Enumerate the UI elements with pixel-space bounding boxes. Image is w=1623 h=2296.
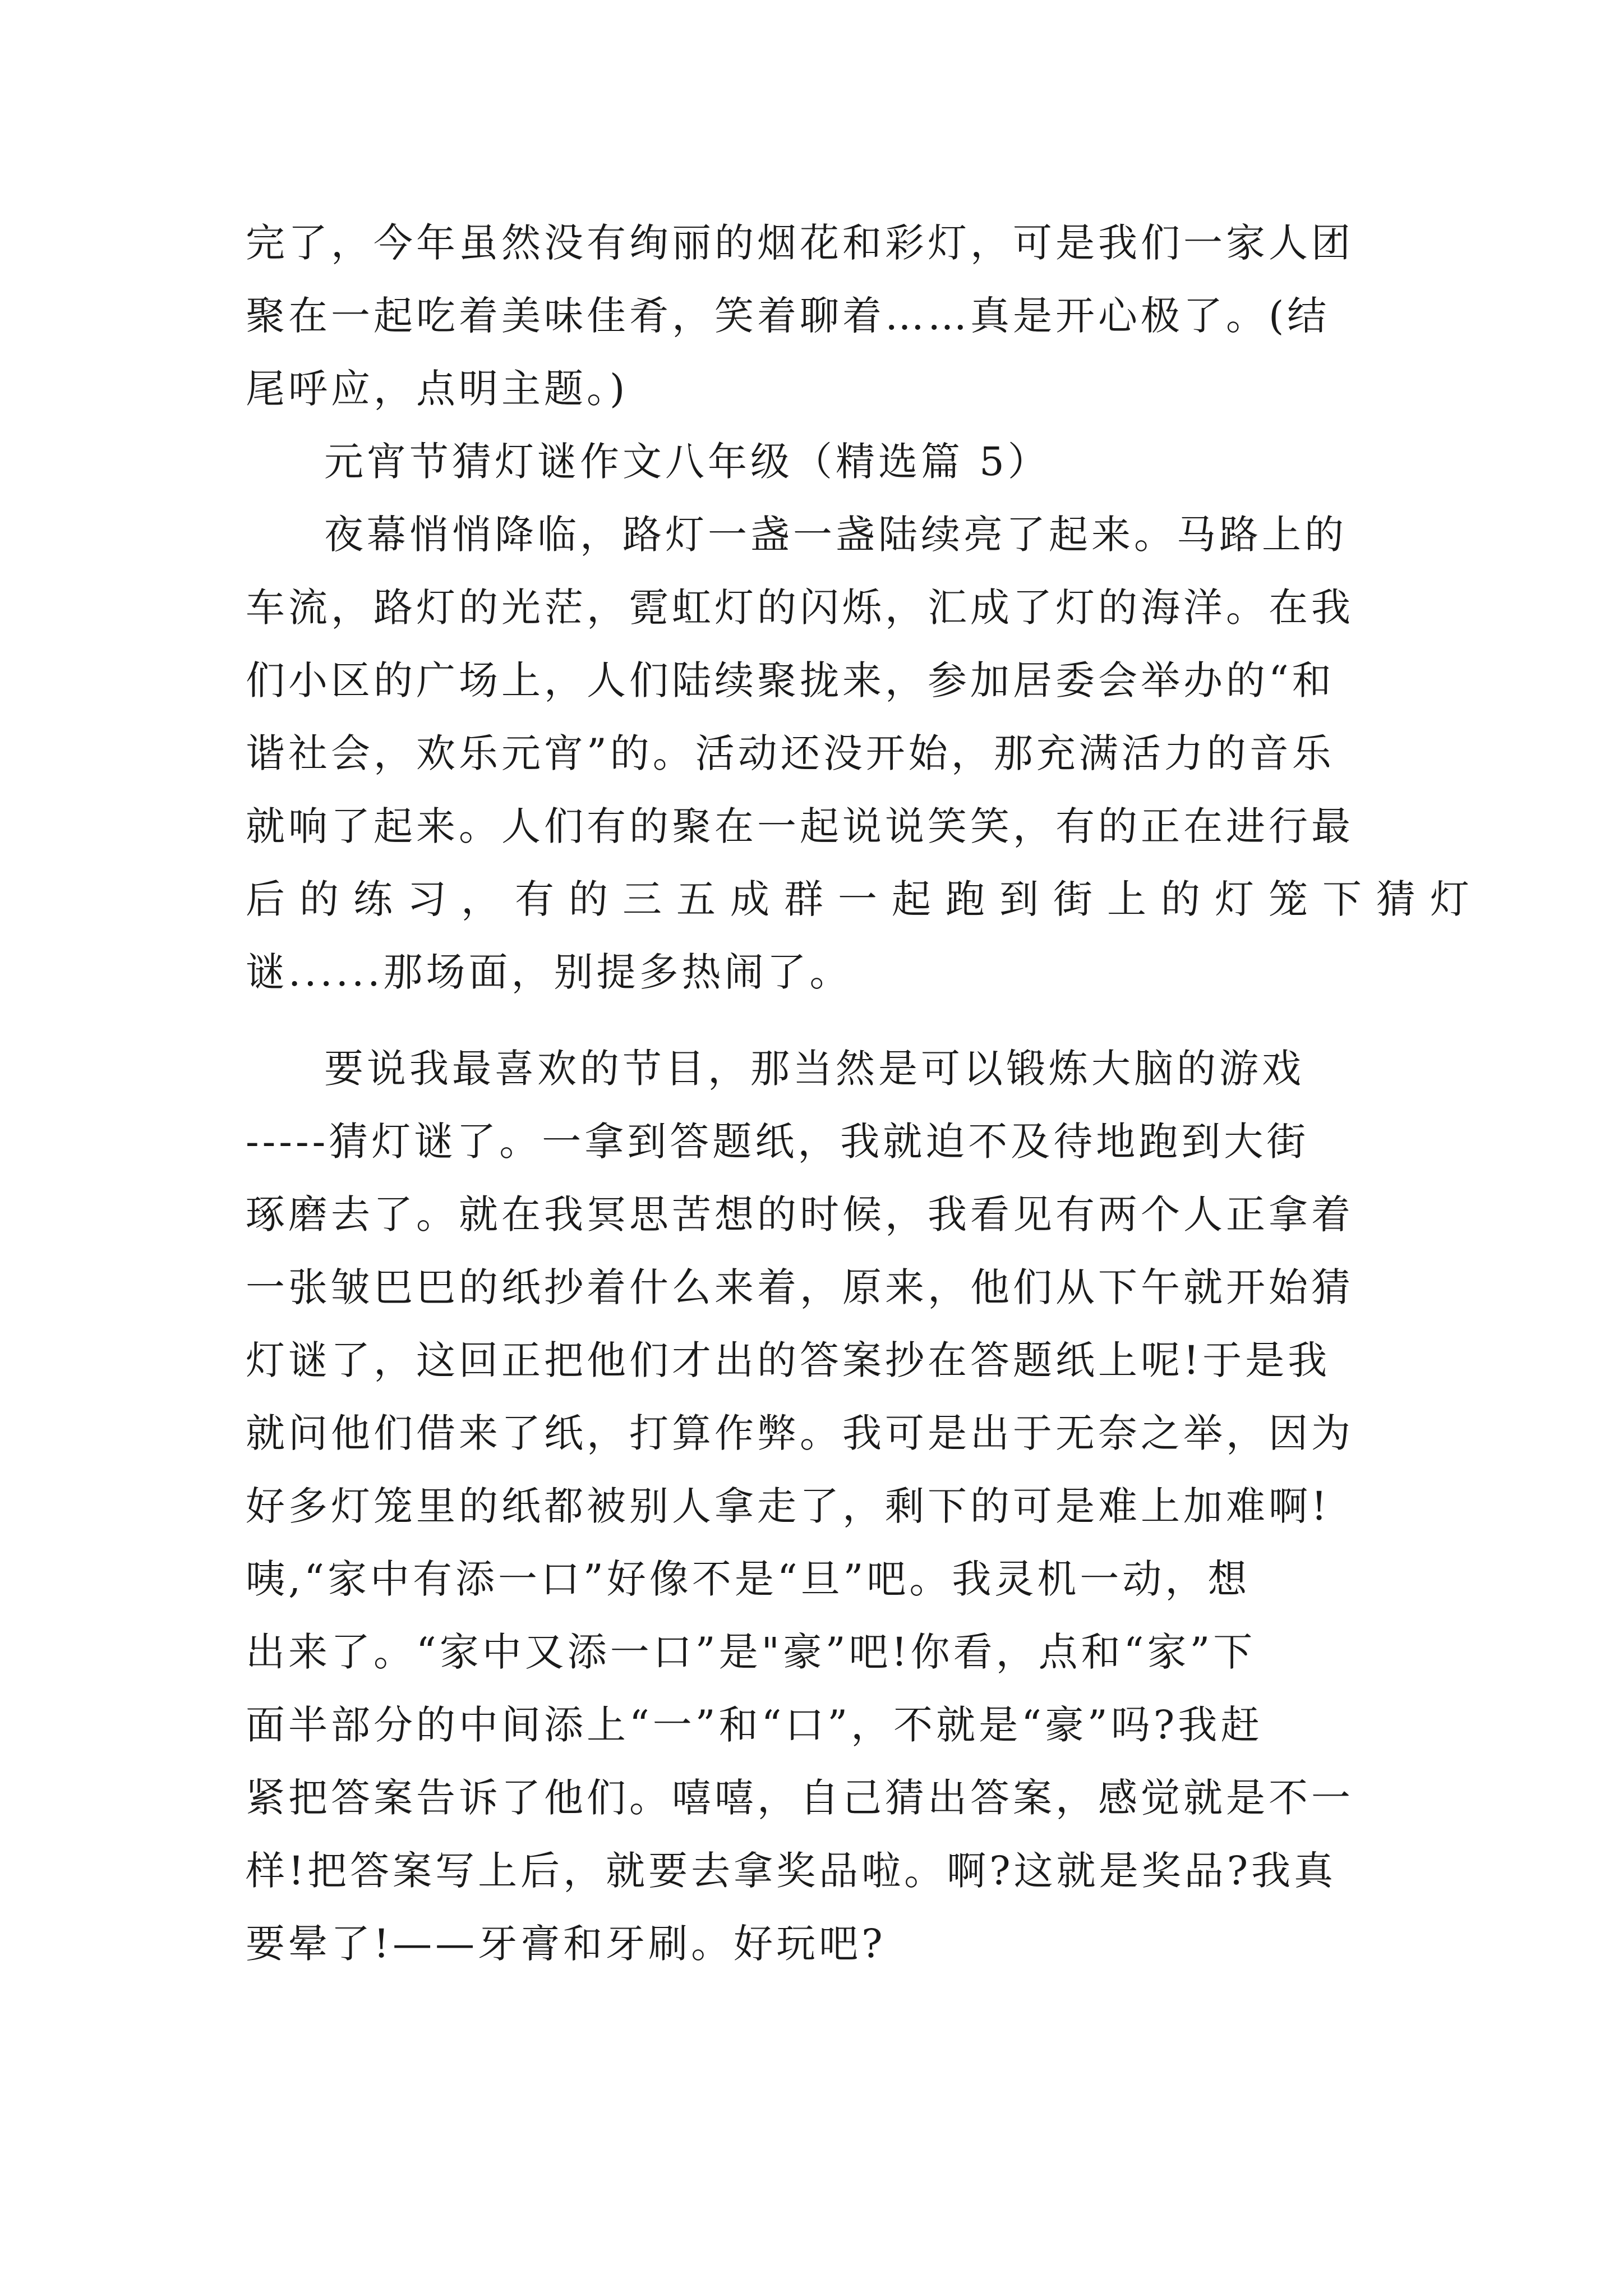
text-line: 咦,“家中有添一口”好像不是“旦”吧。我灵机一动，想 bbox=[246, 1556, 1251, 1602]
text-line: 就问他们借来了纸，打算作弊。我可是出于无奈之举，因为 bbox=[246, 1410, 1354, 1456]
paragraph-conclusion bbox=[246, 206, 1384, 425]
text-line: 样!把答案写上后，就要去拿奖品啦。啊?这就是奖品?我真 bbox=[246, 1848, 1337, 1894]
text-line: 后的练习，有的三五成群一起跑到街上的灯笼下猜灯 bbox=[246, 876, 1484, 922]
text-line: 谜......那场面，别提多热闹了。 bbox=[246, 949, 852, 995]
text-line: 一张皱巴巴的纸抄着什么来着，原来，他们从下午就开始猜 bbox=[246, 1264, 1354, 1310]
text-line: 们小区的广场上，人们陆续聚拢来，参加居委会举办的“和 bbox=[246, 657, 1335, 703]
text-line: 聚在一起吃着美味佳肴，笑着聊着……真是开心极了。(结 bbox=[246, 293, 1330, 339]
text-line: 要晕了!——牙膏和牙刷。好玩吧? bbox=[246, 1921, 886, 1967]
text-line: 就响了起来。人们有的聚在一起说说笑笑，有的正在进行最 bbox=[246, 803, 1354, 849]
paragraph-lantern-riddles bbox=[246, 1032, 1384, 1980]
text-line: 要说我最喜欢的节目，那当然是可以锻炼大脑的游戏 bbox=[324, 1046, 1304, 1092]
text-line: -----猜灯谜了。一拿到答题纸，我就迫不及待地跑到大街 bbox=[246, 1119, 1310, 1165]
text-line: 琢磨去了。就在我冥思苦想的时候，我看见有两个人正拿着 bbox=[246, 1191, 1354, 1237]
document-body bbox=[246, 206, 1484, 1980]
text-line: 夜幕悄悄降临，路灯一盏一盏陆续亮了起来。马路上的 bbox=[324, 512, 1347, 558]
text-line: 尾呼应，点明主题。) bbox=[246, 366, 629, 412]
paragraph-night-scene bbox=[246, 498, 1484, 1009]
text-line: 车流，路灯的光茫，霓虹灯的闪烁，汇成了灯的海洋。在我 bbox=[246, 585, 1354, 631]
text-line: 谐社会，欢乐元宵”的。活动还没开始，那充满活力的音乐 bbox=[246, 730, 1335, 776]
text-line: 完了，今年虽然没有绚丽的烟花和彩灯，可是我们一家人团 bbox=[246, 220, 1354, 266]
section-heading bbox=[246, 425, 1384, 498]
text-line: 出来了。“家中又添一口”是"豪”吧!你看，点和“家”下 bbox=[246, 1629, 1256, 1675]
text-line: 紧把答案告诉了他们。嘻嘻，自己猜出答案，感觉就是不一 bbox=[246, 1775, 1354, 1821]
text-line: 灯谜了，这回正把他们才出的答案抄在答题纸上呢!于是我 bbox=[246, 1337, 1331, 1383]
heading-text: 元宵节猜灯谜作文八年级（精选篇 5） bbox=[324, 439, 1050, 485]
text-line: 面半部分的中间添上“一”和“口”，不就是“豪”吗?我赶 bbox=[246, 1702, 1264, 1748]
text-line: 好多灯笼里的纸都被别人拿走了，剩下的可是难上加难啊! bbox=[246, 1483, 1331, 1529]
